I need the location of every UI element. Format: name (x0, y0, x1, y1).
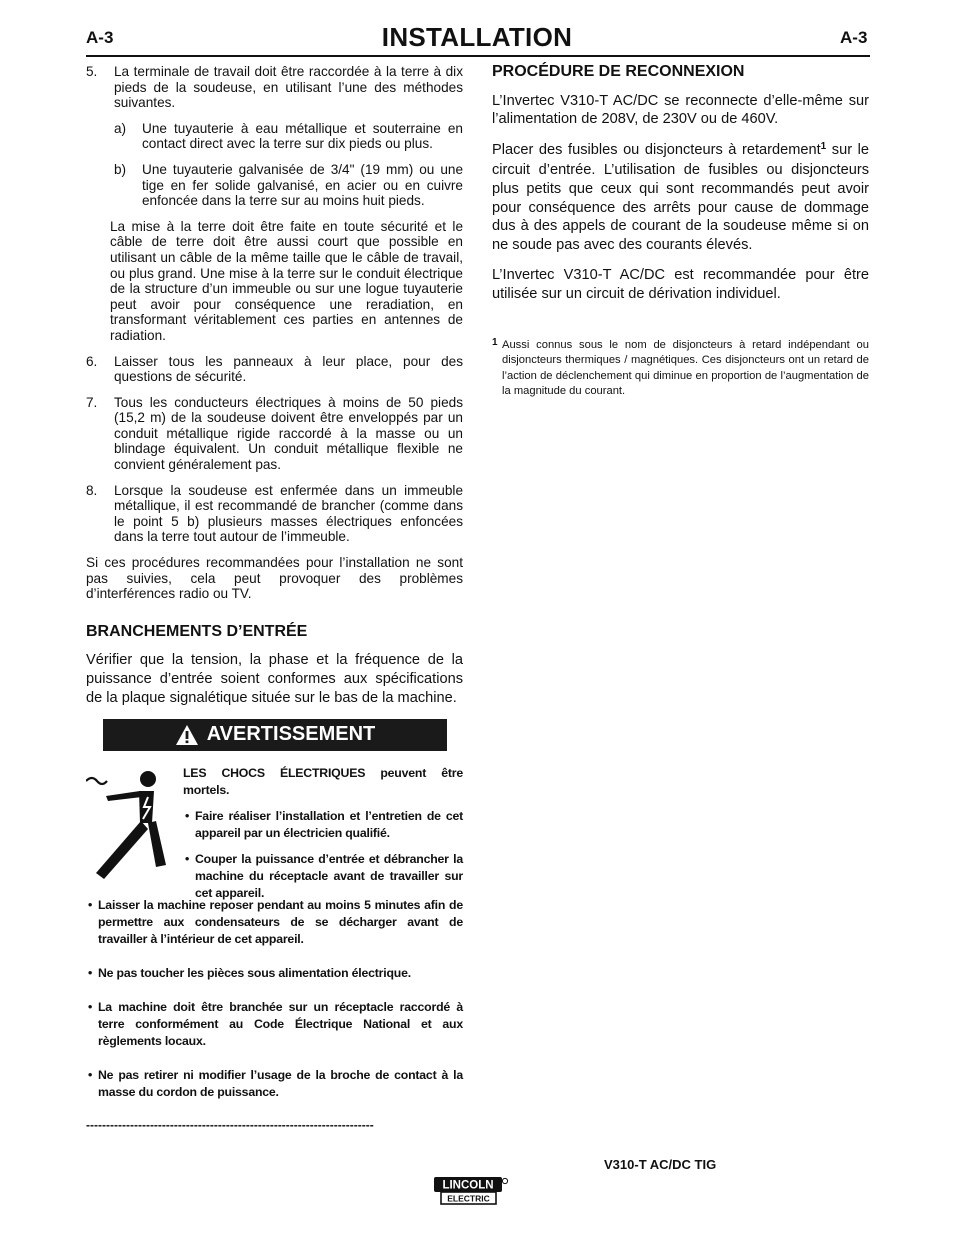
list-text: Tous les conducteurs électriques à moins de 50 pieds (15,2 m) de la soudeuse doivent être enveloppés par un conduit métallique rigide raccordé à la masse ou un blindage équivalent. Un conduit métallique flexible ne convient généralement pas. (114, 394, 463, 473)
list-letter: a) (114, 120, 127, 136)
footnote-ref: 1 (820, 140, 827, 152)
bullet-dot: • (185, 852, 190, 867)
list-item-6 (86, 354, 463, 385)
reconnect-paragraph-1: L’Invertec V310-T AC/DC se reconnecte d’elle-même sur l’alimentation de 208V, de 230V ou de 460V. (492, 92, 869, 128)
list-number: 5. (86, 64, 98, 79)
footnote-mark: 1 (492, 336, 498, 348)
list-item-5b (86, 162, 463, 209)
list-text: Une tuyauterie à eau métallique et souterraine en contact direct avec la terre sur dix pieds ou plus. (142, 120, 463, 152)
shock-warning-block (86, 765, 463, 901)
warning-divider: ------------------------------------------------------------------------ (86, 1118, 374, 1133)
list-item-8 (86, 483, 463, 545)
footer-model-name: V310-T AC/DC TIG (604, 1157, 717, 1172)
warning-bullet (86, 1067, 463, 1101)
shock-warning-title: LES CHOCS ÉLECTRIQUES peuvent être mortels. (183, 766, 463, 798)
bullet-text: Ne pas retirer ni modifier l’usage de la broche de contact à la masse du cordon de puissance. (98, 1068, 463, 1100)
bullet-dot: • (88, 966, 93, 981)
warning-triangle-icon (175, 724, 199, 746)
footnote (492, 338, 869, 400)
header-rule (86, 55, 870, 57)
bullet-dot: • (88, 1068, 93, 1083)
list-text: Lorsque la soudeuse est enfermée dans un immeuble métallique, il est recommandé de brancher (comme dans le point 5 b) plusieurs masses électriques enfoncées dans la terre tout autour de l’immeuble. (114, 482, 463, 545)
para-text: Placer des fusibles ou disjoncteurs à retardement (492, 141, 821, 158)
grounding-paragraph: La mise à la terre doit être faite en toute sécurité et le câble de terre doit être aussi court que possible en utilisant un câble de la même taille que le câble de travail, ou plus grand. Une mise à la terre sur le conduit électrique de la structure d’un immeuble ou sur une logue tuyauterie peut avoir pour conséquence une reradiation, en transformant véritablement ces parties en antennes de radiation. (110, 218, 463, 343)
logo-text-lincoln: LINCOLN (442, 1179, 494, 1192)
list-item-7 (86, 395, 463, 473)
list-text: Laisser tous les panneaux à leur place, pour des questions de sécurité. (114, 353, 463, 385)
shock-warning-text (183, 765, 463, 911)
page-code-left: A-3 (86, 28, 114, 47)
warning-bullet (86, 897, 463, 948)
section-heading-input-connections: BRANCHEMENTS D’ENTRÉE (86, 622, 308, 640)
bullet-text: Faire réaliser l’installation et l’entretien de cet appareil par un électricien qualifié. (195, 809, 463, 841)
shock-bullet (183, 851, 463, 902)
reconnect-paragraph-3: L’Invertec V310-T AC/DC est recommandée pour être utilisée sur un circuit de dérivation individuel. (492, 267, 869, 302)
reconnect-paragraph-2 (492, 141, 869, 255)
warning-banner-label: AVERTISSEMENT (206, 723, 376, 746)
list-text: La terminale de travail doit être raccordée à la terre à dix pieds de la soudeuse, en utilisant l’une des méthodes suivantes. (114, 64, 463, 111)
list-letter: b) (114, 161, 127, 177)
bullet-text: Ne pas toucher les pièces sous alimentation électrique. (98, 966, 411, 981)
bullet-text: Couper la puissance d’entrée et débrancher la machine du réceptacle avant de travailler sur cet appareil. (195, 852, 463, 901)
electric-shock-icon (86, 767, 182, 879)
bullet-dot: • (88, 1000, 93, 1015)
bullet-text: Laisser la machine reposer pendant au moins 5 minutes afin de permettre aux condensateurs de se décharger avant de travailler à l’intérieur de cet appareil. (98, 898, 463, 947)
bullet-text: La machine doit être branchée sur un réceptacle raccordé à terre conformément au Code Électrique National et aux règlements locaux. (98, 1000, 463, 1049)
input-connections-paragraph: Vérifier que la tension, la phase et la fréquence de la puissance d’entrée soient conformes aux spécifications de la plaque signalétique située sur le bas de la machine. (86, 652, 463, 706)
bullet-dot: • (88, 898, 93, 913)
bullet-dot: • (185, 809, 190, 824)
list-number: 8. (86, 482, 98, 498)
right-column (492, 64, 869, 400)
para-text: sur le circuit d’entrée. L’utilisation de fusibles ou disjoncteurs plus petits que ceux qui sont recommandés peut avoir pour conséquence des arrêts pour cause de dommage dus à des appels de courant de la soudeuse même si on ne soude pas avec des courants élevés. (492, 141, 869, 253)
warning-banner (103, 719, 447, 751)
list-number: 6. (86, 353, 98, 369)
page-title: INSTALLATION (381, 22, 573, 52)
list-number: 7. (86, 394, 98, 410)
list-item-5a (86, 121, 463, 152)
left-column (86, 64, 463, 1134)
page-code-right: A-3 (840, 28, 868, 47)
section-heading-reconnect: PROCÉDURE DE RECONNEXION (492, 63, 745, 80)
closing-paragraph: Si ces procédures recommandées pour l’installation ne sont pas suivies, cela peut provoquer des problèmes d’interférences radio ou TV. (86, 555, 463, 602)
list-text: Une tuyauterie galvanisée de 3/4" (19 mm) ou une tige en fer solide galvanisé, en acier ou en cuivre enfoncée dans la terre sur au moins huit pieds. (142, 161, 463, 209)
lincoln-electric-logo (433, 1176, 509, 1206)
warning-bullet (86, 965, 463, 982)
warning-bullet (86, 999, 463, 1050)
logo-text-electric: ELECTRIC (447, 1193, 490, 1204)
shock-bullet (183, 808, 463, 842)
footnote-text: Aussi connus sous le nom de disjoncteurs à retard indépendant ou disjoncteurs thermiques / magnétiques. Ces disjoncteurs ont un retard de l’action de déclenchement qui diminue en proportion de l’augmentation de la magnitude du courant. (502, 338, 869, 398)
list-item-5 (86, 64, 463, 111)
